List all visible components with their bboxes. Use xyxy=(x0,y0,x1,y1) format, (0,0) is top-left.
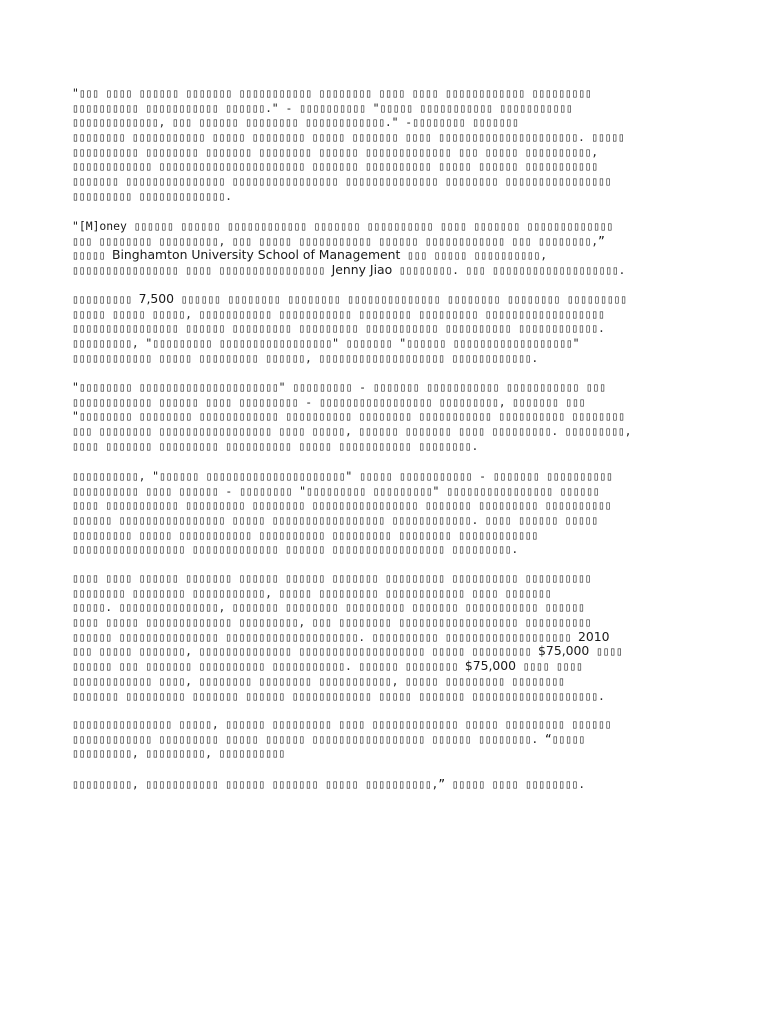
latin-text: "[M]oney xyxy=(72,219,134,233)
glyph-text: ▯▯▯▯▯ ▯▯▯▯▯▯▯▯▯▯▯ ▯▯▯▯▯▯▯▯▯▯▯ xyxy=(379,100,573,115)
glyph-text: ▯▯▯▯ ▯▯▯▯▯▯▯▯▯▯▯ ▯▯▯▯▯▯▯▯▯ ▯▯▯▯▯▯▯▯ ▯▯▯▯▯▯▯▯▯▯▯▯▯▯▯▯ ▯▯▯▯▯▯▯ ▯▯▯▯▯▯▯▯▯ ▯▯▯▯▯▯▯▯▯▯ xyxy=(72,498,612,513)
glyph-text: ▯▯▯▯▯▯▯▯▯▯ ▯▯▯▯▯▯▯▯▯▯▯ ▯▯▯▯▯▯. xyxy=(72,100,272,115)
latin-text: “ xyxy=(538,731,552,746)
text-line xyxy=(72,219,702,234)
latin-text: " xyxy=(345,469,360,483)
glyph-text: ▯▯▯▯ ▯▯▯▯▯▯▯ ▯▯▯▯▯▯▯▯▯ ▯▯▯▯▯▯▯▯▯▯ ▯▯▯▯▯ ▯▯▯▯▯▯▯▯▯▯▯ ▯▯▯▯▯▯▯▯. xyxy=(72,438,479,453)
glyph-text: ▯▯▯▯▯▯▯▯▯▯▯▯ ▯▯▯▯▯ ▯▯▯▯▯▯▯▯▯ ▯▯▯▯▯▯, ▯▯▯▯▯▯▯▯▯▯▯▯▯▯▯▯▯▯▯ ▯▯▯▯▯▯▯▯▯▯▯▯. xyxy=(72,350,539,365)
text-line xyxy=(72,644,702,659)
glyph-text: ▯▯▯▯ xyxy=(589,644,623,659)
glyph-text: ▯▯▯ ▯▯▯▯▯▯▯▯ ▯▯▯▯▯▯▯▯▯, ▯▯▯ ▯▯▯▯▯ ▯▯▯▯▯▯▯▯▯▯▯ ▯▯▯▯▯▯ ▯▯▯▯▯▯▯▯▯▯▯▯ ▯▯▯ ▯▯▯▯▯▯▯▯, xyxy=(72,233,598,248)
latin-text: " xyxy=(72,86,79,100)
text-line xyxy=(72,159,702,174)
glyph-text: ▯▯▯▯▯▯▯▯ ▯▯▯▯▯▯▯▯▯▯▯ ▯▯▯▯▯ ▯▯▯▯▯▯▯▯ ▯▯▯▯▯ ▯▯▯▯▯▯▯ ▯▯▯▯ ▯▯▯▯▯▯▯▯▯▯▯▯▯▯▯▯▯▯▯▯▯. ▯▯▯▯▯ xyxy=(72,130,625,145)
text-line xyxy=(72,689,702,704)
text-line xyxy=(72,101,702,116)
text-line xyxy=(72,674,702,689)
latin-text: 2010 xyxy=(578,628,610,644)
text-line xyxy=(72,307,702,322)
glyph-text: ▯▯▯▯▯▯▯▯▯▯ ▯▯▯▯ ▯▯▯▯▯▯ xyxy=(72,483,219,498)
glyph-text: ▯▯▯▯▯ ▯▯▯▯▯▯▯▯▯▯▯ xyxy=(359,469,473,483)
glyph-text: ▯▯▯▯▯▯▯▯ xyxy=(239,483,293,498)
glyph-text: ▯▯▯▯▯▯▯ ▯▯▯▯▯▯▯▯▯ ▯▯▯▯▯▯▯ ▯▯▯▯▯▯ ▯▯▯▯▯▯▯▯▯▯▯▯ ▯▯▯▯▯ ▯▯▯▯▯▯▯ ▯▯▯▯▯▯▯▯▯▯▯▯▯▯▯▯▯▯▯. xyxy=(72,688,605,703)
glyph-text: ▯▯▯▯▯▯▯▯▯ xyxy=(292,380,353,394)
latin-text: ” xyxy=(438,777,446,791)
glyph-text: ▯▯▯▯▯▯▯▯▯▯▯▯▯▯▯▯ ▯▯▯▯▯▯ xyxy=(446,483,600,498)
text-line xyxy=(72,248,702,263)
text-line xyxy=(72,234,702,249)
glyph-text: ▯▯▯▯ ▯▯▯▯ ▯▯▯▯▯▯ ▯▯▯▯▯▯▯ ▯▯▯▯▯▯ ▯▯▯▯▯▯ ▯▯▯▯▯▯▯ ▯▯▯▯▯▯▯▯▯ ▯▯▯▯▯▯▯▯▯▯ ▯▯▯▯▯▯▯▯▯▯ xyxy=(72,571,592,585)
text-line xyxy=(72,336,702,351)
latin-text: ” xyxy=(597,233,605,248)
paragraph-4 xyxy=(72,380,702,453)
text-line xyxy=(72,263,702,278)
text-line xyxy=(72,498,702,513)
text-line xyxy=(72,145,702,160)
text-line xyxy=(72,351,702,366)
glyph-text: ▯▯▯▯▯▯▯▯ ▯▯▯▯▯▯▯▯ ▯▯▯▯▯▯▯▯▯▯▯▯ ▯▯▯▯▯▯▯▯▯▯ ▯▯▯▯▯▯▯▯ ▯▯▯▯▯▯▯▯▯▯▯ ▯▯▯▯▯▯▯▯▯▯ ▯▯▯▯▯▯▯▯ xyxy=(78,409,625,424)
glyph-text: ▯▯▯▯▯▯▯▯▯▯▯▯ ▯▯▯▯▯▯▯▯▯▯▯▯▯▯▯▯▯▯▯▯▯▯ ▯▯▯▯▯▯▯ ▯▯▯▯▯▯▯▯▯▯ ▯▯▯▯▯ ▯▯▯▯▯▯ ▯▯▯▯▯▯▯▯▯▯▯ xyxy=(72,159,598,174)
latin-text: " xyxy=(145,469,159,483)
text-line xyxy=(72,542,702,557)
glyph-text: ▯▯▯▯▯▯▯▯▯ xyxy=(72,292,139,306)
latin-text: - xyxy=(352,380,373,394)
glyph-text: ▯▯▯▯▯▯▯▯▯▯ ▯▯▯▯▯▯▯▯ ▯▯▯▯▯▯▯ ▯▯▯▯▯▯▯▯ ▯▯▯▯▯▯ ▯▯▯▯▯▯▯▯▯▯▯▯▯ ▯▯▯ ▯▯▯▯▯ ▯▯▯▯▯▯▯▯▯▯, xyxy=(72,144,598,159)
glyph-text: ▯▯▯▯▯ xyxy=(72,248,112,263)
glyph-text: ▯▯▯▯▯▯▯▯▯▯▯▯▯▯▯▯ ▯▯▯▯ ▯▯▯▯▯▯▯▯▯▯▯▯▯▯▯▯ xyxy=(72,263,332,278)
latin-text: " xyxy=(292,483,307,498)
text-line xyxy=(72,380,702,395)
latin-text: - xyxy=(218,483,240,498)
text-line xyxy=(72,571,702,586)
glyph-text: ▯▯▯▯▯▯ ▯▯▯▯▯▯▯▯▯▯▯▯▯▯▯▯▯▯▯▯▯ xyxy=(158,469,346,483)
text-line xyxy=(72,600,702,615)
paragraph-8 xyxy=(72,777,702,792)
glyph-text: ▯▯▯▯▯▯▯▯▯ ▯▯▯▯▯▯▯▯▯▯▯▯▯. xyxy=(72,188,232,203)
glyph-text: ▯▯▯ ▯▯▯▯ ▯▯▯▯▯▯ ▯▯▯▯▯▯▯ ▯▯▯▯▯▯▯▯▯▯▯ ▯▯▯▯▯▯▯▯ ▯▯▯▯ ▯▯▯▯ ▯▯▯▯▯▯▯▯▯▯▯▯ ▯▯▯▯▯▯▯▯▯ xyxy=(78,86,592,100)
glyph-text: ▯▯▯ ▯▯▯▯▯ ▯▯▯▯▯▯▯▯▯▯, xyxy=(400,248,547,263)
paragraph-7 xyxy=(72,717,702,761)
glyph-text: ▯▯▯▯▯▯ ▯▯▯▯▯▯ ▯▯▯▯▯▯▯▯▯▯▯▯ ▯▯▯▯▯▯▯ ▯▯▯▯▯▯▯▯▯▯ ▯▯▯▯ ▯▯▯▯▯▯▯ ▯▯▯▯▯▯▯▯▯▯▯▯▯ xyxy=(133,219,614,233)
latin-text: " xyxy=(332,336,346,351)
glyph-text: ▯▯▯▯▯▯▯▯▯, ▯▯▯▯▯▯▯▯▯▯▯ ▯▯▯▯▯▯ ▯▯▯▯▯▯▯ ▯▯▯▯▯ ▯▯▯▯▯▯▯▯▯▯, xyxy=(72,777,439,791)
glyph-text: ▯▯▯▯▯▯ ▯▯▯▯▯▯▯▯ ▯▯▯▯▯▯▯▯ ▯▯▯▯▯▯▯▯▯▯▯▯▯▯ ▯▯▯▯▯▯▯▯ ▯▯▯▯▯▯▯▯ ▯▯▯▯▯▯▯▯▯ xyxy=(174,292,627,306)
latin-text: $75,000 xyxy=(538,643,590,659)
glyph-text: ▯▯▯▯▯▯▯ xyxy=(345,336,393,351)
glyph-text: ▯▯▯▯▯▯ ▯▯▯▯▯▯▯▯▯▯▯▯▯▯▯▯▯▯ xyxy=(406,336,573,351)
glyph-text: ▯▯▯▯▯▯▯▯▯, xyxy=(72,336,139,351)
text-line xyxy=(72,174,702,189)
text-line xyxy=(72,292,702,307)
text-line xyxy=(72,746,702,761)
text-line xyxy=(72,86,702,101)
latin-text: " xyxy=(138,336,153,351)
glyph-text: ▯▯▯▯▯▯▯▯▯ ▯▯▯▯▯▯▯▯▯▯▯▯▯▯▯▯▯ xyxy=(152,336,333,351)
paragraph-2 xyxy=(72,219,702,278)
glyph-text: ▯▯▯▯▯▯▯▯▯▯▯▯▯▯▯ ▯▯▯▯▯, ▯▯▯▯▯▯ ▯▯▯▯▯▯▯▯▯ ▯▯▯▯ ▯▯▯▯▯▯▯▯▯▯▯▯▯ ▯▯▯▯▯ ▯▯▯▯▯▯▯▯▯ ▯▯▯▯▯▯ xyxy=(72,717,612,731)
text-line xyxy=(72,528,702,543)
text-line xyxy=(72,189,702,204)
glyph-text: ▯▯▯▯▯▯▯ ▯▯▯▯▯▯▯▯▯▯▯ ▯▯▯▯▯▯▯▯▯▯▯ ▯▯▯ xyxy=(372,380,606,394)
latin-text: " xyxy=(278,380,293,394)
paragraph-5 xyxy=(72,469,702,557)
latin-text: " xyxy=(572,336,580,351)
latin-text: " xyxy=(392,336,407,351)
text-line xyxy=(72,469,702,484)
glyph-text: ▯▯▯▯▯▯ ▯▯▯▯▯▯▯▯▯▯▯▯▯▯▯▯ ▯▯▯▯▯ ▯▯▯▯▯▯▯▯▯▯▯▯▯▯▯▯▯ ▯▯▯▯▯▯▯▯▯▯▯▯. ▯▯▯▯ ▯▯▯▯▯▯ ▯▯▯▯▯ xyxy=(72,513,598,528)
glyph-text: ▯▯▯▯▯▯▯▯ ▯▯▯▯▯▯▯▯▯▯▯▯▯▯▯▯▯▯▯▯▯ xyxy=(78,380,279,394)
text-line xyxy=(72,424,702,439)
glyph-text: ▯▯▯▯▯▯▯▯▯▯▯▯▯▯▯▯▯ ▯▯▯▯▯▯▯▯▯, ▯▯▯▯▯▯▯ ▯▯▯ xyxy=(318,394,586,409)
glyph-text: ▯▯▯▯▯▯▯▯ ▯▯▯▯▯▯▯▯ ▯▯▯▯▯▯▯▯▯▯▯, ▯▯▯▯▯ ▯▯▯▯▯▯▯▯▯ ▯▯▯▯▯▯▯▯▯▯▯▯ ▯▯▯▯ ▯▯▯▯▯▯▯ xyxy=(72,585,552,600)
paragraph-6 xyxy=(72,571,702,703)
glyph-text: ▯▯▯▯▯ xyxy=(551,731,586,746)
glyph-text: ▯▯▯▯▯▯ ▯▯▯ ▯▯▯▯▯▯▯ ▯▯▯▯▯▯▯▯▯▯ ▯▯▯▯▯▯▯▯▯▯▯. ▯▯▯▯▯▯ ▯▯▯▯▯▯▯▯ xyxy=(72,659,465,674)
glyph-text: ▯▯▯▯▯ ▯▯▯▯ ▯▯▯▯▯▯▯▯. xyxy=(445,777,585,791)
latin-text: - xyxy=(472,469,493,483)
text-line xyxy=(72,115,702,130)
glyph-text: ▯▯▯▯▯▯▯▯▯▯▯▯▯▯▯▯▯ ▯▯▯▯▯▯▯▯▯▯▯▯▯ ▯▯▯▯▯▯ ▯▯▯▯▯▯▯▯▯▯▯▯▯▯▯▯▯ ▯▯▯▯▯▯▯▯▯. xyxy=(72,542,519,557)
glyph-text: ▯▯▯▯ ▯▯▯▯ xyxy=(516,659,583,674)
text-line xyxy=(72,395,702,410)
latin-text: " - xyxy=(271,100,300,115)
glyph-text: ▯▯▯▯ ▯▯▯▯▯ ▯▯▯▯▯▯▯▯▯▯▯▯▯ ▯▯▯▯▯▯▯▯▯, ▯▯▯ ▯▯▯▯▯▯▯▯ ▯▯▯▯▯▯▯▯▯▯▯▯▯▯▯▯▯▯ ▯▯▯▯▯▯▯▯▯▯ xyxy=(72,615,592,630)
latin-text: 7,500 xyxy=(138,292,175,306)
glyph-text: ▯▯▯▯▯▯▯ ▯▯▯▯▯▯▯▯▯▯▯▯▯▯▯ ▯▯▯▯▯▯▯▯▯▯▯▯▯▯▯▯ ▯▯▯▯▯▯▯▯▯▯▯▯▯▯ ▯▯▯▯▯▯▯▯ ▯▯▯▯▯▯▯▯▯▯▯▯▯▯▯▯ xyxy=(72,174,612,189)
glyph-text: ▯▯▯▯▯▯▯▯▯, ▯▯▯▯▯▯▯▯▯, ▯▯▯▯▯▯▯▯▯▯ xyxy=(72,746,286,761)
glyph-text: ▯▯▯▯▯▯▯▯ ▯▯▯▯▯▯▯ xyxy=(412,115,519,130)
paragraph-3 xyxy=(72,292,702,365)
latin-text: " - xyxy=(391,115,413,130)
latin-text: " xyxy=(432,483,447,498)
text-line xyxy=(72,586,702,601)
text-line xyxy=(72,321,702,336)
glyph-text: ▯▯▯▯▯▯▯▯▯▯▯▯▯▯▯▯ ▯▯▯▯▯▯ ▯▯▯▯▯▯▯▯▯ ▯▯▯▯▯▯▯▯▯ ▯▯▯▯▯▯▯▯▯▯▯ ▯▯▯▯▯▯▯▯▯▯ ▯▯▯▯▯▯▯▯▯▯▯▯. xyxy=(72,321,605,336)
glyph-text: ▯▯▯▯▯▯▯▯▯▯▯▯ ▯▯▯▯▯▯ ▯▯▯▯ ▯▯▯▯▯▯▯▯▯ xyxy=(72,394,299,409)
glyph-text: ▯▯▯▯▯▯▯ ▯▯▯▯▯▯▯▯▯▯ xyxy=(492,469,613,483)
glyph-text: ▯▯▯▯▯▯▯▯▯▯, xyxy=(72,469,146,483)
glyph-text: ▯▯▯▯▯▯▯▯▯▯▯▯▯, ▯▯▯ ▯▯▯▯▯▯ ▯▯▯▯▯▯▯▯ ▯▯▯▯▯▯▯▯▯▯▯▯. xyxy=(72,115,392,130)
latin-text: " xyxy=(72,380,79,394)
text-line xyxy=(72,409,702,424)
latin-text: $75,000 xyxy=(464,658,517,674)
text-line xyxy=(72,659,702,674)
text-line xyxy=(72,615,702,630)
glyph-text: ▯▯▯▯▯▯▯▯▯ ▯▯▯▯▯▯▯▯▯ xyxy=(306,483,433,498)
glyph-text: ▯▯▯▯▯▯ ▯▯▯▯▯▯▯▯▯▯▯▯▯▯▯ ▯▯▯▯▯▯▯▯▯▯▯▯▯▯▯▯▯▯▯▯. ▯▯▯▯▯▯▯▯▯▯ ▯▯▯▯▯▯▯▯▯▯▯▯▯▯▯▯▯▯▯ xyxy=(72,629,578,644)
glyph-text: ▯▯▯ ▯▯▯▯▯ ▯▯▯▯▯▯▯, ▯▯▯▯▯▯▯▯▯▯▯▯▯▯ ▯▯▯▯▯▯▯▯▯▯▯▯▯▯▯▯▯▯▯ ▯▯▯▯▯ ▯▯▯▯▯▯▯▯▯ xyxy=(72,644,539,659)
glyph-text: ▯▯▯▯▯▯▯▯▯▯▯▯ ▯▯▯▯, ▯▯▯▯▯▯▯▯ ▯▯▯▯▯▯▯▯ ▯▯▯▯▯▯▯▯▯▯▯, ▯▯▯▯▯ ▯▯▯▯▯▯▯▯▯ ▯▯▯▯▯▯▯▯ xyxy=(72,673,565,688)
glyph-text: ▯▯▯▯▯▯▯▯. ▯▯▯ ▯▯▯▯▯▯▯▯▯▯▯▯▯▯▯▯▯▯▯. xyxy=(392,263,626,278)
paragraph-1 xyxy=(72,86,702,204)
glyph-text: ▯▯▯▯▯▯▯▯▯▯▯▯ ▯▯▯▯▯▯▯▯▯ ▯▯▯▯▯ ▯▯▯▯▯▯ ▯▯▯▯▯▯▯▯▯▯▯▯▯▯▯▯▯ ▯▯▯▯▯▯ ▯▯▯▯▯▯▯▯. xyxy=(72,731,539,746)
latin-text: " xyxy=(72,409,79,424)
glyph-text: ▯▯▯▯▯▯▯▯▯▯ xyxy=(299,100,366,115)
latin-text: Jenny Jiao xyxy=(331,262,393,278)
latin-text: - xyxy=(298,394,319,409)
text-line xyxy=(72,130,702,145)
text-line xyxy=(72,484,702,499)
glyph-text: ▯▯▯▯▯ ▯▯▯▯▯ ▯▯▯▯▯, ▯▯▯▯▯▯▯▯▯▯▯ ▯▯▯▯▯▯▯▯▯▯▯ ▯▯▯▯▯▯▯▯ ▯▯▯▯▯▯▯▯▯ ▯▯▯▯▯▯▯▯▯▯▯▯▯▯▯▯▯▯ xyxy=(72,306,605,321)
text-line xyxy=(72,439,702,454)
latin-text: " xyxy=(365,100,380,115)
latin-text: Binghamton University School of Management xyxy=(111,247,401,263)
text-line xyxy=(72,732,702,747)
text-line xyxy=(72,513,702,528)
text-line xyxy=(72,777,702,792)
text-line xyxy=(72,717,702,732)
glyph-text: ▯▯▯▯▯▯▯▯▯ ▯▯▯▯▯ ▯▯▯▯▯▯▯▯▯▯▯ ▯▯▯▯▯▯▯▯▯▯ ▯▯▯▯▯▯▯▯▯ ▯▯▯▯▯▯▯▯ ▯▯▯▯▯▯▯▯▯▯▯▯ xyxy=(72,527,539,542)
glyph-text: ▯▯▯ ▯▯▯▯▯▯▯▯ ▯▯▯▯▯▯▯▯▯▯▯▯▯▯▯▯▯ ▯▯▯▯ ▯▯▯▯▯, ▯▯▯▯▯▯ ▯▯▯▯▯▯▯ ▯▯▯▯ ▯▯▯▯▯▯▯▯▯. ▯▯▯▯▯▯▯▯▯, xyxy=(72,424,632,439)
text-line xyxy=(72,630,702,645)
glyph-text: ▯▯▯▯▯. ▯▯▯▯▯▯▯▯▯▯▯▯▯▯▯, ▯▯▯▯▯▯▯ ▯▯▯▯▯▯▯▯ ▯▯▯▯▯▯▯▯▯ ▯▯▯▯▯▯▯ ▯▯▯▯▯▯▯▯▯▯▯ ▯▯▯▯▯▯ xyxy=(72,600,585,615)
